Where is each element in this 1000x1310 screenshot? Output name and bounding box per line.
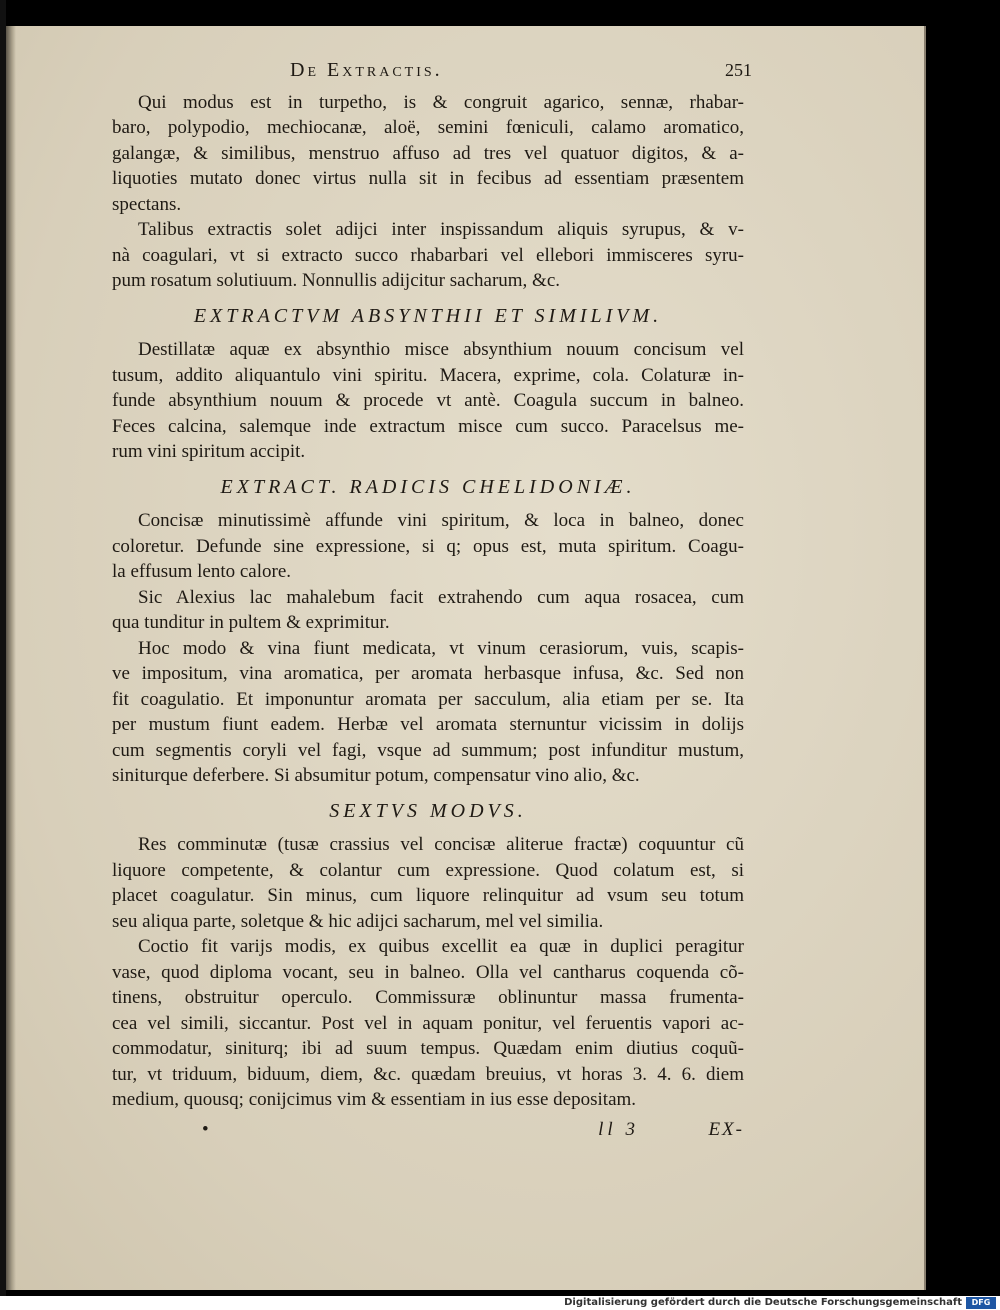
- text-line: liquoties mutato donec virtus nulla sit in fecibus ad essentiam præsentem: [112, 168, 744, 189]
- text-line: cea vel simili, siccantur. Post vel in aquam ponitur, vel feruentis vapori ac-: [112, 1012, 744, 1034]
- text-line: tinens, obstruitur operculo. Commissuræ oblinuntur massa frumenta-: [112, 987, 744, 1008]
- page-footer: [112, 1117, 744, 1143]
- page-header: [290, 58, 752, 84]
- text-line: rum vini spiritum accipit.: [112, 441, 306, 462]
- text-line: Talibus extractis solet adijci inter inspissandum aliquis syrupus, & v-: [138, 219, 744, 240]
- text-line: placet coagulatur. Sin minus, cum liquore relinquitur ad vsum seu totum: [112, 885, 744, 906]
- text-line: tur, vt triduum, biduum, diem, &c. quædam breuius, vt horas 3. 4. 6. diem: [112, 1063, 744, 1085]
- text-line: Concisæ minutissimè affunde vini spiritum, & loca in balneo, donec: [138, 510, 744, 531]
- credit-bar: [0, 1296, 1000, 1310]
- book-page: [6, 26, 926, 1290]
- text-line: nà coagulari, vt si extracto succo rhabarbari vel ellebori immisceres syru-: [112, 244, 744, 266]
- text-line: pum rosatum solutiuum. Nonnullis adijcitur sacharum, &c.: [112, 270, 561, 291]
- paragraph: [112, 337, 744, 465]
- paragraph: [112, 90, 744, 218]
- paragraph: [112, 832, 744, 934]
- text-line: per mustum fiunt eadem. Herbæ vel aromata sternuntur vicissim in dolijs: [112, 714, 744, 735]
- text-line: cum segmentis coryli vel fagi, vsque ad summum; post infunditur mustum,: [112, 739, 744, 761]
- funding-credit: Digitalisierung gefördert durch die Deutsche Forschungsgemeinschaft: [564, 1297, 962, 1308]
- text-line: commodatur, siniturq; ibi ad suum tempus. Quædam enim diutius coquũ-: [112, 1038, 744, 1059]
- paragraph: [112, 636, 744, 789]
- text-line: Coctio fit varijs modis, ex quibus excellit ea quæ in duplici peragitur: [138, 936, 744, 957]
- folio-number: 251: [725, 60, 752, 80]
- page-text: [112, 58, 752, 1142]
- page-gutter-shadow: [6, 26, 16, 1290]
- text-line: Destillatæ aquæ ex absynthio misce absynthium nouum concisum vel: [138, 339, 744, 360]
- footer-mark: •: [202, 1118, 209, 1140]
- paragraph: [112, 217, 744, 294]
- text-line: vase, quod diploma vocant, seu in balneo. Olla vel cantharus coquenda cõ-: [112, 961, 744, 983]
- signature-mark: ll 3: [598, 1118, 639, 1140]
- text-line: coloretur. Defunde sine expressione, si q; opus est, muta spiritum. Coagu-: [112, 535, 744, 557]
- text-line: siniturque deferbere. Si absumitur potum, compensatur vino alio, &c.: [112, 765, 640, 786]
- text-line: baro, polypodio, mechiocanæ, aloë, semini fœniculi, calamo aromatico,: [112, 117, 744, 138]
- text-line: ve impositum, vina aromatica, per aromata herbasque infusa, &c. Sed non: [112, 663, 744, 684]
- text-line: medium, quousq; conijcimus vim & essentiam in ius esse depositam.: [112, 1089, 637, 1110]
- text-line: Hoc modo & vina fiunt medicata, vt vinum cerasiorum, vuis, scapis-: [138, 637, 744, 659]
- text-line: Qui modus est in turpetho, is & congruit agarico, sennæ, rhabar-: [138, 91, 744, 113]
- paragraph: [112, 934, 744, 1113]
- paragraph: [112, 508, 744, 585]
- text-line: la effusum lento calore.: [112, 561, 292, 582]
- section-heading: EXTRACT. RADICIS CHELIDONIÆ.: [220, 475, 636, 498]
- text-line: Feces calcina, salemque inde extractum misce cum succo. Paracelsus me-: [112, 415, 744, 437]
- section-heading: SEXTVS MODVS.: [329, 799, 527, 822]
- text-line: tusum, addito aliquantulo vini spiritu. Macera, exprime, cola. Colaturæ in-: [112, 364, 744, 386]
- text-line: seu aliqua parte, soletque & hic adijci sacharum, mel vel similia.: [112, 910, 604, 932]
- text-line: Sic Alexius lac mahalebum facit extrahendo cum aqua rosacea, cum: [138, 586, 744, 608]
- text-line: funde absynthium nouum & procede vt antè. Coagula succum in balneo.: [112, 390, 744, 411]
- dfg-logo: DFG: [966, 1297, 996, 1309]
- section-heading: EXTRACTVM ABSYNTHII ET SIMILIVM.: [193, 304, 663, 327]
- text-line: qua tunditur in pultem & exprimitur.: [112, 612, 390, 633]
- catchword: EX-: [708, 1118, 744, 1140]
- text-line: liquore competente, & colantur cum expressione. Quod colatum est, si: [112, 859, 744, 881]
- text-line: fit coagulatio. Et imponuntur aromata per sacculum, alia etiam per se. Ita: [112, 688, 744, 710]
- text-line: galangæ, & similibus, menstruo affuso ad tres vel quatuor digitos, & a-: [112, 142, 744, 164]
- body-text: [112, 90, 744, 1113]
- paragraph: [112, 585, 744, 636]
- text-line: Res comminutæ (tusæ crassius vel concisæ aliterue fractæ) coquuntur cũ: [138, 834, 744, 855]
- running-head: De Extractis.: [290, 59, 443, 81]
- text-line: spectans.: [112, 193, 182, 215]
